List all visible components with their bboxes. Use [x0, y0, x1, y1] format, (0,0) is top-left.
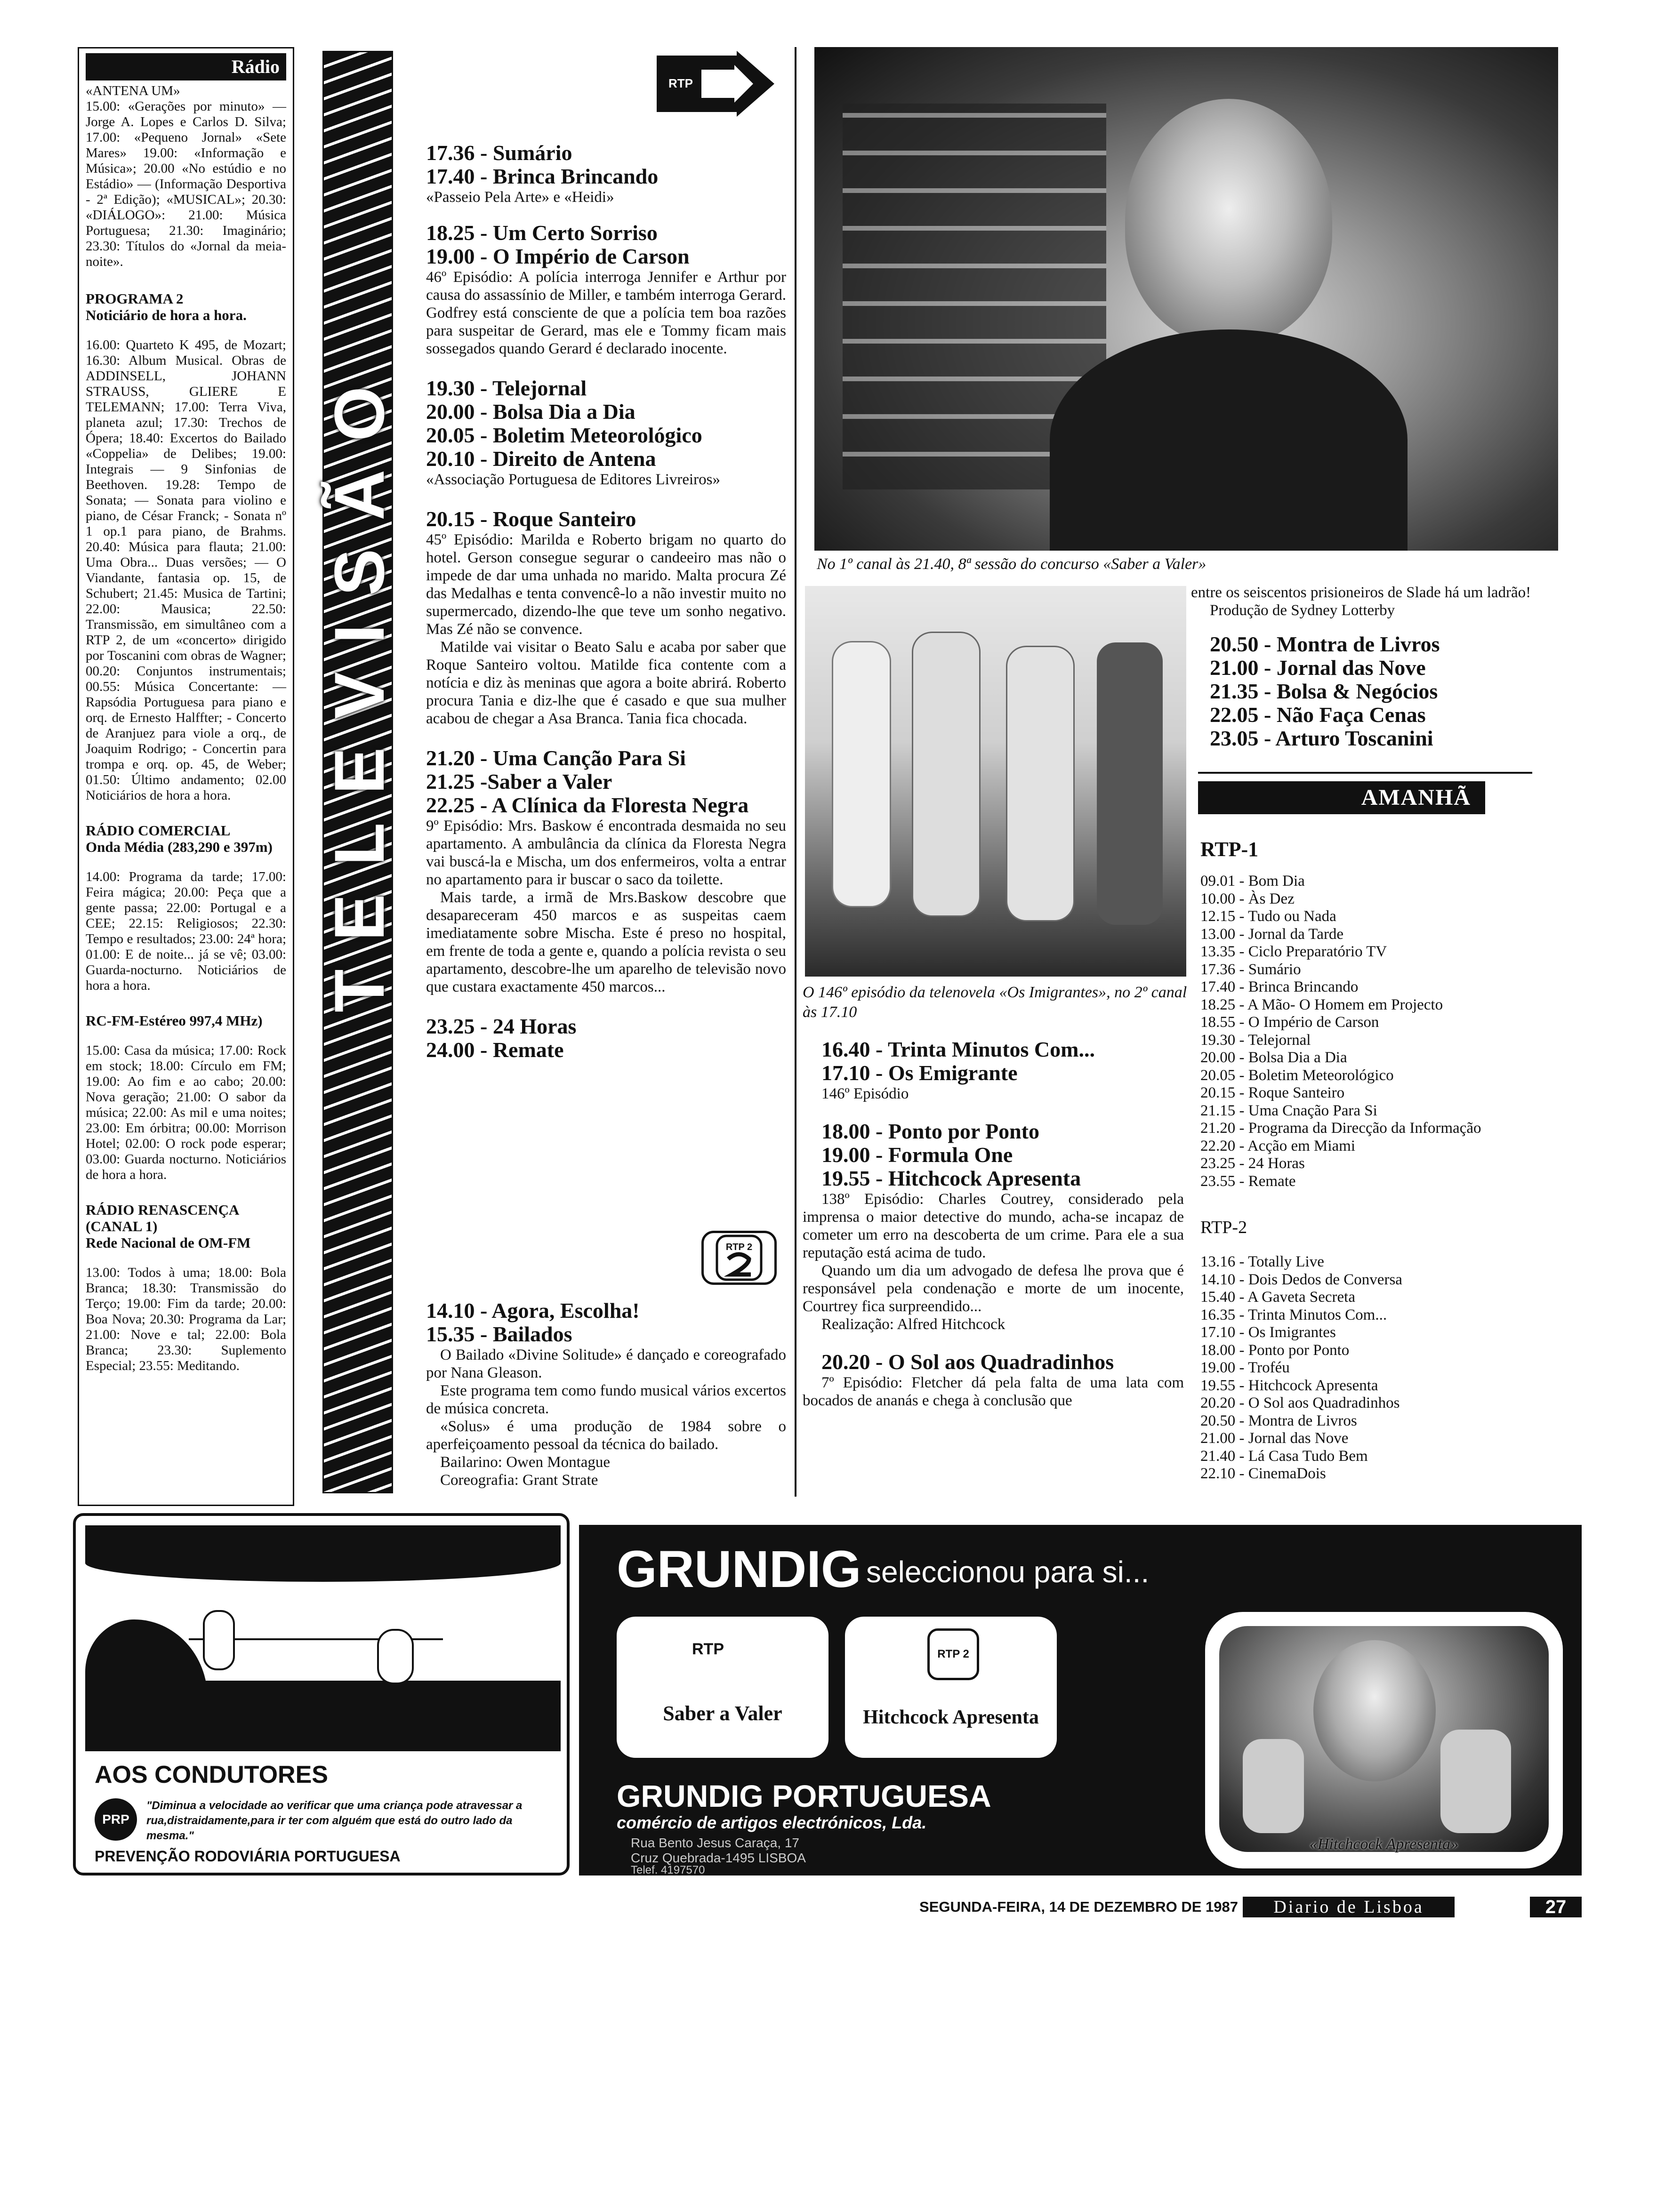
amanha-list-item: 13.35 - Ciclo Preparatório TV [1200, 943, 1387, 960]
renascenca-title: RÁDIO RENASCENÇA (CANAL 1) [86, 1202, 239, 1234]
rc-fm-schedule: 15.00: Casa da música; 17.00: Rock em stock; 18.00: Círculo em FM; 19.00: Ao fim e ao cabo; 20.00: Nova geração; 21.00: O sabor da música; 22.00: As mil e uma noites; 23.00: Em órbitra; 00.00: Morrison Hotel; 02.00: O rock pode esperar; 03.00: Guarda nocturno. Noticiários de hora a hora. [86, 1043, 286, 1182]
radio-comercial-schedule: 14.00: Programa da tarde; 17.00: Feira mágica; 20.00: Peça que a gente passa; 22.00: Portugal e a CEE; 22.15: Religiosos; 22.30: Tempo e resultados; 23.00: 24ª hora; 01.00: E de noite... já se vê; 03.00: Guarda-nocturno. Noticiários de hora a hora. [86, 869, 286, 993]
amanha-list-item: 21.20 - Programa da Direcção da Informação [1200, 1120, 1481, 1137]
tv-rtp2 [845, 1617, 1057, 1758]
amanha-list-item: 21.00 - Jornal das Nove [1200, 1430, 1349, 1447]
televisao-banner-text: TELEVISÃO [320, 358, 399, 1013]
rtp2-desc: entre os seiscentos prisioneiros de Slade há um ladrão! [1191, 584, 1531, 601]
amanha-rtp2-list [1200, 1253, 1563, 1483]
rtp2-desc: O Bailado «Divine Solitude» é dançado e coreografado por Nana Gleason. [426, 1346, 786, 1381]
amanha-list-item: 14.10 - Dois Dedos de Conversa [1200, 1271, 1402, 1288]
rtp2-programme: 21.00 - Jornal das Nove [1210, 656, 1426, 680]
rtp1-desc: Matilde vai visitar o Beato Salu e acaba por saber que Roque Santeiro voltou. Matilde fica contente com a notícia e diz às meninas que agora a boite abrirá. Roberto procura Tania e diz-lhe que é casado e que sua mulher acabou de chegar a Asa Branca. Tania fica chocada. [426, 639, 786, 727]
grundig-ad [579, 1525, 1582, 1875]
photo-caption-1: No 1º canal às 21.40, 8ª sessão do concurso «Saber a Valer» [817, 555, 1207, 573]
rc-fm-title: RC-FM-Estéreo 997,4 MHz) [86, 1012, 263, 1029]
amanha-list-item: 10.00 - Às Dez [1200, 890, 1295, 907]
rtp1-programme: 19.00 - O Império de Carson [426, 244, 690, 268]
prp-ad-body: "Diminua a velocidade ao verificar que uma criança pode atravessar a rua,distraidamente,para ir ter com alguém que está do outro lado da mesma." [146, 1799, 523, 1842]
footer-page-number: 27 [1530, 1897, 1582, 1917]
rtp2-programme: 19.55 - Hitchcock Apresenta [821, 1166, 1081, 1190]
radio-header: Rádio [86, 53, 286, 80]
amanha-list-item: 15.40 - A Gaveta Secreta [1200, 1289, 1355, 1306]
rtp1-programme: 17.36 - Sumário [426, 141, 572, 165]
rtp2-programme: 21.35 - Bolsa & Negócios [1210, 679, 1438, 703]
rtp2-programme: 17.10 - Os Emigrante [821, 1061, 1018, 1085]
rtp1-desc: «Passeio Pela Arte» e «Heidi» [426, 189, 614, 206]
amanha-list-item: 18.25 - A Mão- O Homem em Projecto [1200, 996, 1443, 1013]
rtp2-logo-icon [704, 1233, 774, 1282]
rtp1-arrow-icon [657, 51, 774, 117]
programa2-subtitle: Noticiário de hora a hora. [86, 307, 247, 323]
rtp1-programme: 20.00 - Bolsa Dia a Dia [426, 400, 635, 424]
rtp2-desc: Quando um dia um advogado de defesa lhe prova que é responsável pela condenação e morte de um inocente, Courtrey fica surpreendido... [803, 1262, 1184, 1315]
rtp1-desc: 45º Episódio: Marilda e Roberto brigam no quarto do hotel. Gerson consegue segurar o candeeiro mas não o impede de dar uma unhada no marido. Malta procura Zé das Medalhas e tenta convencê-lo a não investir muito no supermercado, dizendo-lhe que teve um sonho negativo. Mas Zé não se convence. [426, 531, 786, 638]
rtp2-programme: 16.40 - Trinta Minutos Com... [821, 1037, 1095, 1061]
rtp2-programme: 14.10 - Agora, Escolha! [426, 1298, 640, 1322]
tv-rtp1 [617, 1617, 828, 1758]
rtp2-programme: 23.05 - Arturo Toscanini [1210, 726, 1433, 750]
radio-column [78, 47, 294, 1506]
photo-caption-2: O 146º episódio da telenovela «Os Imigrantes», no 2º canal às 17.10 [803, 984, 1187, 1021]
rtp1-logo [657, 51, 774, 117]
rtp2-programme: 19.00 - Formula One [821, 1143, 1013, 1167]
amanha-list-item: 22.20 - Acção em Miami [1200, 1137, 1356, 1154]
rtp1-programme: 19.30 - Telejornal [426, 376, 587, 400]
antena-title: «ANTENA UM» [86, 83, 180, 98]
rtp1-programme: 23.25 - 24 Horas [426, 1014, 577, 1038]
tv-rtp2-logo: RTP 2 [927, 1628, 979, 1680]
column-divider [795, 47, 796, 1497]
rtp1-desc: 46º Episódio: A polícia interroga Jennifer e Arthur por causa do assassínio de Miller, e também interroga Gerard. Godfrey está consciente de que a polícia tem boa razões para suspeitar de Gerard, mas ele e Tommy ficam mais sossegados quando Gerard é declarado inocente. [426, 269, 786, 357]
grundig-sub: comércio de artigos electrónicos, Lda. [617, 1813, 927, 1832]
renascenca-subtitle: Rede Nacional de OM-FM [86, 1234, 251, 1251]
amanha-list-item: 13.00 - Jornal da Tarde [1200, 925, 1344, 943]
rtp2-schedule-c [1191, 584, 1577, 750]
rtp2-desc: 7º Episódio: Fletcher dá pela falta de uma lata com bocados de ananás e chega à conclusão que [803, 1374, 1184, 1409]
rtp2-programme: 20.20 - O Sol aos Quadradinhos [821, 1350, 1114, 1374]
grundig-address-3: Telef. 4197570 [631, 1864, 705, 1876]
amanha-list-item: 19.30 - Telejornal [1200, 1031, 1311, 1049]
amanha-list-item: 20.00 - Bolsa Dia a Dia [1200, 1049, 1347, 1066]
rtp2-desc: Produção de Sydney Lotterby [1210, 602, 1395, 619]
rtp2-desc: Coreografia: Grant Strate [440, 1472, 598, 1489]
amanha-list-item: 20.50 - Montra de Livros [1200, 1412, 1357, 1429]
amanha-list-item: 23.55 - Remate [1200, 1172, 1296, 1190]
footer-paper-name: Diario de Lisboa [1243, 1897, 1455, 1917]
radio-comercial-subtitle: Onda Média (283,290 e 397m) [86, 839, 273, 855]
rtp1-programme: 17.40 - Brinca Brincando [426, 164, 659, 188]
amanha-list-item: 19.55 - Hitchcock Apresenta [1200, 1377, 1378, 1394]
rtp2-desc: 138º Episódio: Charles Coutrey, considerado pela imprensa o maior detective do mundo, acha-se incapaz de cometer um erro na descoberta de um crime. Para ele a sua reputação está acima de tudo. [803, 1191, 1184, 1261]
prp-ad [73, 1513, 570, 1875]
rtp2-underline [1198, 772, 1532, 774]
amanha-schedule [1200, 838, 1563, 1483]
rtp2-desc: Bailarino: Owen Montague [440, 1454, 611, 1471]
rtp1-desc: «Associação Portuguesa de Editores Livreiros» [426, 471, 721, 488]
prp-ad-title: AOS CONDUTORES [95, 1761, 328, 1788]
amanha-list-item: 17.36 - Sumário [1200, 961, 1301, 978]
amanha-list-item: 13.16 - Totally Live [1200, 1253, 1324, 1270]
prp-badge-icon: PRP [95, 1798, 137, 1841]
rtp2-desc: Este programa tem como fundo musical vários excertos de música concreta. [426, 1382, 786, 1417]
amanha-list-item: 19.00 - Troféu [1200, 1359, 1290, 1376]
tv-rtp1-logo: RTP [692, 1640, 724, 1658]
amanha-rtp2-title: RTP-2 [1200, 1218, 1247, 1237]
rtp1-programme: 20.10 - Direito de Antena [426, 447, 656, 471]
radio-comercial-title: RÁDIO COMERCIAL [86, 822, 231, 839]
car-illustration [85, 1525, 561, 1751]
grundig-tagline: seleccionou para si... [866, 1555, 1150, 1589]
rtp1-programme: 20.05 - Boletim Meteorológico [426, 423, 702, 447]
amanha-list-item: 18.55 - O Império de Carson [1200, 1014, 1379, 1031]
programa2-title: PROGRAMA 2 [86, 290, 184, 307]
prp-ad-footer: PREVENÇÃO RODOVIÁRIA PORTUGUESA [95, 1848, 401, 1865]
rtp1-programme: 18.25 - Um Certo Sorriso [426, 221, 658, 245]
grundig-brand: GRUNDIG [617, 1540, 861, 1598]
footer-date: SEGUNDA-FEIRA, 14 DE DEZEMBRO DE 1987 [919, 1899, 1238, 1915]
hitchcock-tv [1205, 1612, 1563, 1868]
os-imigrantes-photo [805, 586, 1186, 977]
grundig-address-1: Rua Bento Jesus Caraça, 17 [631, 1835, 799, 1850]
amanha-list-item: 21.15 - Uma Cnação Para Si [1200, 1102, 1377, 1119]
amanha-list-item: 18.00 - Ponto por Ponto [1200, 1341, 1350, 1359]
rtp1-programme: 24.00 - Remate [426, 1038, 564, 1062]
rtp2-desc: 146º Episódio [821, 1085, 909, 1102]
svg-text:RTP 2: RTP 2 [725, 1242, 753, 1252]
amanha-header: AMANHÃ [1198, 781, 1485, 814]
rtp1-desc: Mais tarde, a irmã de Mrs.Baskow descobre que desapareceram 450 marcos e as suspeitas caem imediatamente sobre Mischa. Este é preso no hospital, em frente de toda a gente e, quando a polícia revista o seu apartamento, descobre-lhe um aparelho de televisão novo que custara exactamente 450 marcos... [426, 889, 786, 995]
hitchcock-caption: «Hitchcock Apresenta» [1309, 1835, 1459, 1853]
tv-rtp2-label: Hitchcock Apresenta [863, 1707, 1039, 1728]
renascenca-schedule: 13.00: Todos à uma; 18.00: Bola Branca; 18.30: Transmissão do Terço; 19.00: Fim da tarde; 20.00: Boa Nova; 20.30: Programa da Lar; 21.00: Nove e tal; 22.00: Bola Branca; 23.30: Suplemento Especial; 23.55: Meditando. [86, 1265, 286, 1373]
amanha-list-item: 20.05 - Boletim Meteorológico [1200, 1066, 1394, 1084]
amanha-list-item: 20.15 - Roque Santeiro [1200, 1084, 1345, 1101]
rtp2-logo [701, 1231, 777, 1285]
televisao-banner [320, 51, 399, 1493]
amanha-list-item: 16.35 - Trinta Minutos Com... [1200, 1306, 1387, 1323]
rtp2-desc: «Solus» é uma produção de 1984 sobre o aperfeiçoamento pessoal da técnica do bailado. [426, 1418, 786, 1453]
rtp2-programme: 18.00 - Ponto por Ponto [821, 1119, 1039, 1143]
saber-a-valer-photo [814, 47, 1558, 551]
rtp1-programme: 20.15 - Roque Santeiro [426, 507, 636, 531]
grundig-address-2: Cruz Quebrada-1495 LISBOA [631, 1851, 806, 1865]
amanha-list-item: 20.20 - O Sol aos Quadradinhos [1200, 1395, 1400, 1411]
amanha-list-item: 17.10 - Os Imigrantes [1200, 1324, 1336, 1341]
rtp1-programme: 21.20 - Uma Canção Para Si [426, 746, 686, 770]
amanha-rtp1-list [1200, 873, 1563, 1190]
rtp2-programme: 15.35 - Bailados [426, 1322, 572, 1346]
rtp2-desc: Realização: Alfred Hitchcock [821, 1316, 1005, 1333]
amanha-rtp1-title: RTP-1 [1200, 838, 1259, 861]
amanha-list-item: 12.15 - Tudo ou Nada [1200, 908, 1336, 925]
amanha-list-item: 23.25 - 24 Horas [1200, 1155, 1305, 1172]
rtp1-programme: 21.25 -Saber a Valer [426, 769, 612, 793]
rtp1-desc: 9º Episódio: Mrs. Baskow é encontrada desmaida no seu apartamento. A ambulância da clínica da Floresta Negra vai buscá-la e Mischa, um dos enfermeiros, volta a entrar no apartamento para ir buscar o saco da toilette. [426, 817, 786, 888]
tv-rtp1-label: Saber a Valer [663, 1702, 782, 1725]
rtp2-schedule-b [803, 1038, 1184, 1410]
rtp1-schedule [426, 141, 786, 1062]
programa2-schedule: 16.00: Quarteto K 495, de Mozart; 16.30: Album Musical. Obras de ADDINSELL, JOHANN STRAUSS, GLIERE E TELEMANN; 17.00: Terra Viva, planeta azul; 17.30: Trechos de Ópera; 18.40: Excertos do Bailado «Coppelia» de Delibes; 19.00: Integrais — 9 Sinfonias de Beethoven. 19.28: Tempo de Sonata; — Sonata para violino e piano, de César Franck; - Sonata nº 1 op.1 para piano, de Brahms. 20.40: Música para flauta; 21.00: Uma Obra... Duas versões; — O Viandante, fantasia op. 15, de Schubert; 21.45: Musica de Tartini; 22.00: Mausica; 22.50: Transmissão, em simultâneo com a RTP 2, de um «concerto» dirigido por Toscanini com obras de Wagner; 00.20: Conjuntos instrumentais; 00.55: Música Concertante: — Rapsódia Portuguesa para piano e orq. de Ernesto Halffter; - Concerto de Aranjuez para viole a orq., de Joaquim Rodrigo; - Concertin para trompa e orq. op. 45, de Weber; 01.50: Último andamento; 02.00 Noticiários de hora a hora. [86, 337, 286, 803]
rtp2-programme: 22.05 - Não Faça Cenas [1210, 703, 1426, 727]
rtp2-programme: 20.50 - Montra de Livros [1210, 632, 1440, 656]
rtp2-schedule-a [426, 1299, 786, 1489]
amanha-list-item: 22.10 - CinemaDois [1200, 1465, 1326, 1482]
grundig-company: GRUNDIG PORTUGUESA [617, 1779, 991, 1813]
amanha-list-item: 21.40 - Lá Casa Tudo Bem [1200, 1447, 1368, 1465]
svg-text:RTP: RTP [668, 76, 693, 90]
antena-schedule: 15.00: «Gerações por minuto» — Jorge A. Lopes e Carlos D. Silva; 17.00: «Pequeno Jornal» «Sete Mares» 19.00: «Informação e Música»; 20.00 «No estúdio e no Estádio» — (Informação Desportiva - 2ª Edição); «MUSICAL»; 20.30: «DIÁLOGO»: 21.00: Música Portuguesa; 21.30: Imaginário; 23.30: Títulos do «Jornal da meia-noite». [86, 99, 286, 269]
amanha-list-item: 17.40 - Brinca Brincando [1200, 978, 1359, 995]
amanha-list-item: 09.01 - Bom Dia [1200, 873, 1305, 890]
rtp1-programme: 22.25 - A Clínica da Floresta Negra [426, 793, 749, 817]
